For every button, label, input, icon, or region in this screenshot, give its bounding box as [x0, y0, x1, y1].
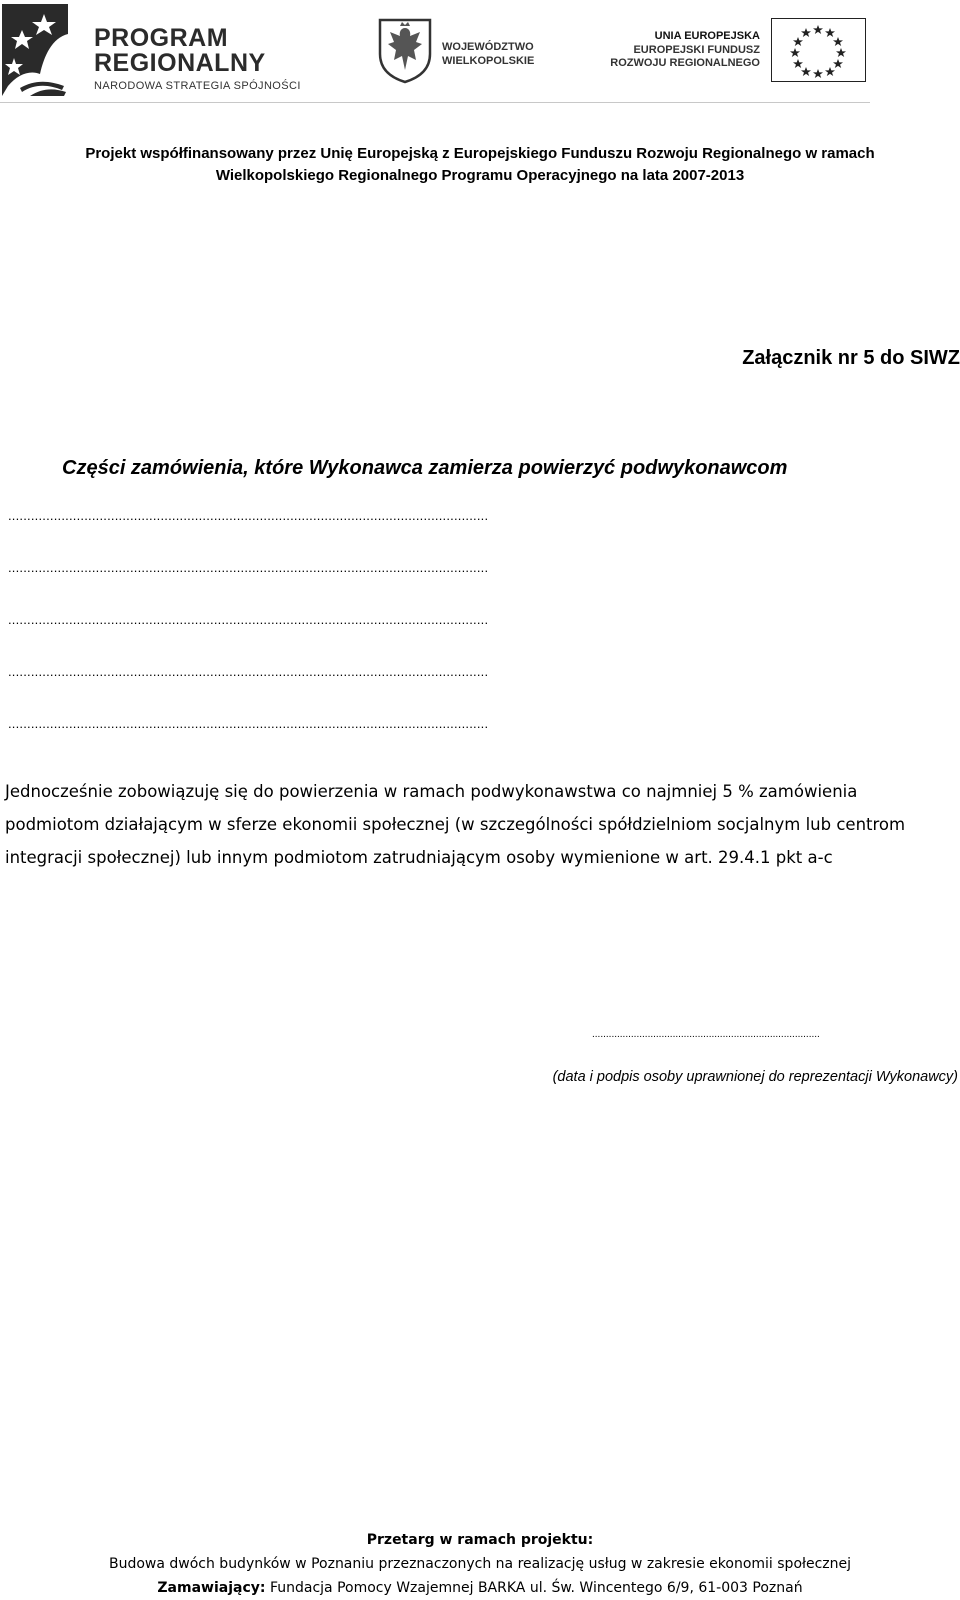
co-financing-line1: Projekt współfinansowany przez Unię Europejską z Europejskiego Funduszu Rozwoju Regionalnego w ramach [85, 145, 875, 162]
region-logo-line2: WIELKOPOLSKIE [442, 55, 535, 67]
program-logo-line2: REGIONALNY [94, 49, 266, 77]
section-title: Części zamówienia, które Wykonawca zamierza powierzyć podwykonawcom [62, 457, 788, 479]
wojewodztwo-logo-text [442, 40, 534, 68]
attachment-label: Załącznik nr 5 do SIWZ [742, 347, 960, 369]
footer-ordering-party [0, 1576, 960, 1600]
co-financing-notice [0, 143, 960, 187]
program-logo-line1: PROGRAM [94, 24, 229, 52]
eu-flag [771, 18, 866, 82]
region-logo-line1: WOJEWÓDZTWO [442, 41, 534, 53]
eu-logo-line1: UNIA EUROPEJSKA [654, 30, 760, 42]
dotted-line-3: .............................................................................................................................. [8, 613, 489, 627]
dotted-line-2: .............................................................................................................................. [8, 561, 489, 575]
eu-logo-text [590, 30, 760, 71]
dotted-line-5: .............................................................................................................................. [8, 717, 489, 731]
stars-emblem-icon [0, 0, 72, 100]
signature-line: .................................................................................. [592, 1029, 820, 1040]
eagle-crest-icon [376, 16, 434, 84]
eu-logo-line3: ROZWOJU REGIONALNEGO [610, 57, 760, 69]
footer-tender-title: Przetarg w ramach projektu: [366, 1532, 594, 1548]
footer-ordering-label: Zamawiający: [157, 1580, 266, 1596]
signature-caption: (data i podpis osoby uprawnionej do reprezentacji Wykonawcy) [552, 1069, 958, 1085]
program-logo-text [94, 26, 301, 93]
co-financing-line2: Wielkopolskiego Regionalnego Programu Operacyjnego na lata 2007-2013 [215, 167, 745, 184]
dotted-line-4: .............................................................................................................................. [8, 665, 489, 679]
wojewodztwo-logo [376, 16, 556, 86]
header [0, 0, 870, 103]
footer [0, 1528, 960, 1600]
footer-ordering-value: Fundacja Pomocy Wzajemnej BARKA ul. Św. Wincentego 6/9, 61-003 Poznań [265, 1580, 803, 1596]
commitment-paragraph: Jednocześnie zobowiązuję się do powierzenia w ramach podwykonawstwa co najmniej 5 % zamówienia podmiotom działającym w sferze ekonomii społecznej (w szczególności spółdzielniom socjalnym lub centrom integracji społecznej) lub innym podmiotom zatrudniającym osoby wymienione w art. 29.4.1 pkt a-c [5, 782, 906, 867]
footer-project-name: Budowa dwóch budynków w Poznaniu przeznaczonych na realizację usług w zakresie ekonomii społecznej [108, 1556, 852, 1572]
dotted-line-1: .............................................................................................................................. [8, 509, 489, 523]
program-regionalny-logo [0, 0, 330, 100]
eu-stars-icon [772, 19, 864, 80]
eu-logo-line2: EUROPEJSKI FUNDUSZ [633, 43, 760, 56]
program-logo-line3: NARODOWA STRATEGIA SPÓJNOŚCI [94, 80, 301, 92]
